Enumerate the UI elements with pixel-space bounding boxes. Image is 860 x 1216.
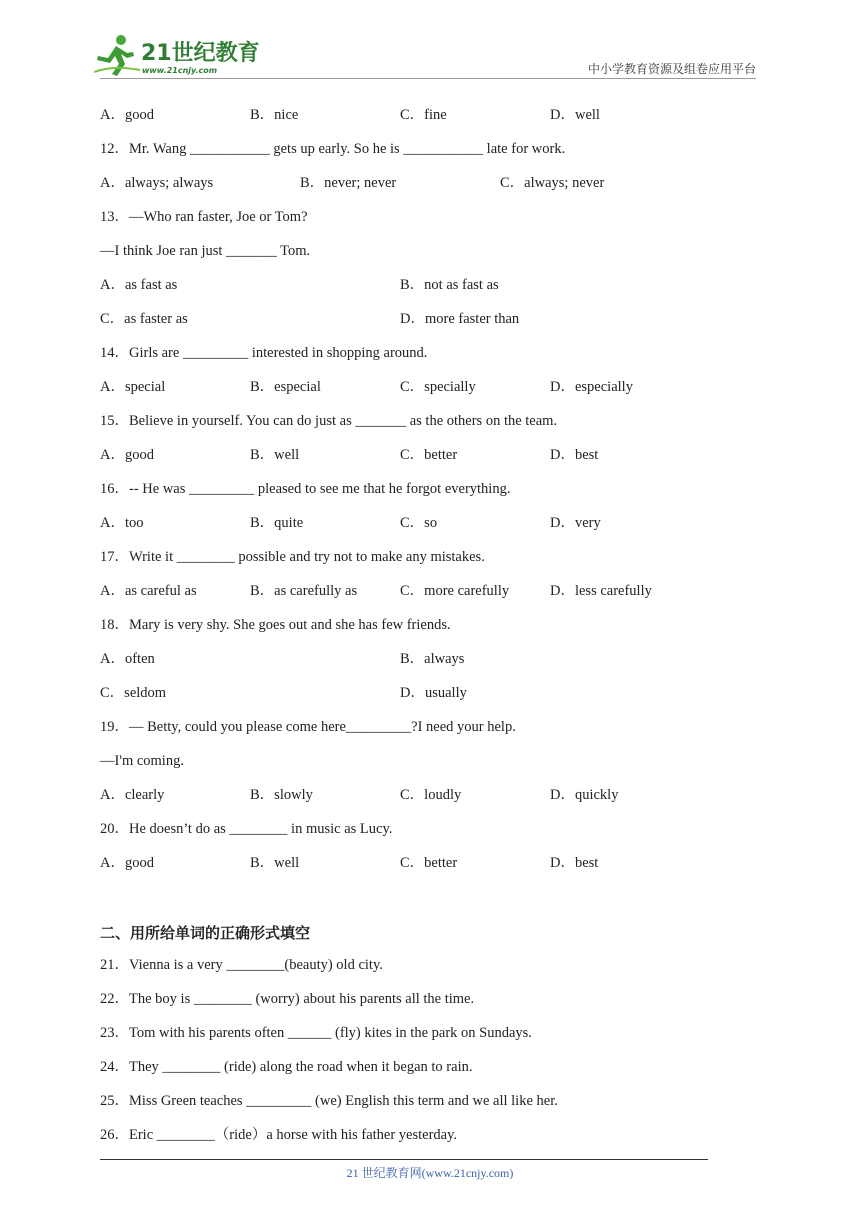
answer-option: A．often: [100, 651, 155, 667]
answer-option: C．so: [400, 515, 438, 531]
fill-blank-question: 23．Tom with his parents often ______ (fly) kites in the park on Sundays.: [100, 1025, 532, 1041]
answer-option: B．quite: [250, 515, 304, 531]
answer-option: D．best: [550, 447, 599, 463]
answer-option: A．good: [100, 447, 154, 463]
answer-option: A．good: [100, 855, 154, 871]
answer-option: B．especial: [250, 379, 321, 395]
question-text: 14．Girls are _________ interested in shopping around.: [100, 345, 428, 361]
question-content: [100, 98, 760, 1152]
answer-option: A．clearly: [100, 787, 165, 803]
answer-option: B．never; never: [300, 175, 397, 191]
question-text: 19．— Betty, could you please come here_________?I need your help.: [100, 719, 516, 735]
answer-option: C．more carefully: [400, 583, 510, 599]
answer-option: A．as fast as: [100, 277, 178, 293]
answer-option: A．as careful as: [100, 583, 197, 599]
header-divider: [100, 78, 756, 79]
answer-option: A．good: [100, 107, 154, 123]
site-logo: [94, 32, 264, 80]
question-text: 20．He doesn’t do as ________ in music as Lucy.: [100, 821, 393, 837]
answer-option: C．better: [400, 447, 458, 463]
question-text: 18．Mary is very shy. She goes out and she has few friends.: [100, 617, 451, 633]
answer-options: [100, 846, 760, 880]
answer-option: D．less carefully: [550, 583, 652, 599]
answer-option: B．not as fast as: [400, 277, 499, 293]
answer-option: D．quickly: [550, 787, 619, 803]
answer-option: B．well: [250, 447, 300, 463]
fill-blank-question: 24．They ________ (ride) along the road when it began to rain.: [100, 1059, 473, 1075]
question-text: 13．—Who ran faster, Joe or Tom?: [100, 209, 308, 225]
answer-option: D．very: [550, 515, 601, 531]
answer-option: D．more faster than: [400, 311, 520, 327]
footer-divider: [100, 1159, 708, 1160]
logo-url: www.21cnjy.com: [142, 66, 218, 75]
section-spacer: [100, 880, 760, 918]
answer-options: [100, 302, 760, 336]
answer-options: [100, 438, 760, 472]
question-text: —I think Joe ran just _______ Tom.: [100, 243, 311, 259]
fill-blank-question: 25．Miss Green teaches _________ (we) English this term and we all like her.: [100, 1093, 558, 1109]
answer-options: [100, 642, 760, 676]
answer-option: C．specially: [400, 379, 476, 395]
answer-option: C．always; never: [500, 175, 605, 191]
question-text: 12．Mr. Wang ___________ gets up early. So he is ___________ late for work.: [100, 141, 566, 157]
platform-tagline: 中小学教育资源及组卷应用平台: [587, 62, 756, 76]
fill-blank-question: 26．Eric ________（ride）a horse with his father yesterday.: [100, 1127, 458, 1143]
section-title: 二、用所给单词的正确形式填空: [100, 924, 311, 942]
question-text: 16．-- He was _________ pleased to see me that he forgot everything.: [100, 481, 511, 497]
runner-logo-icon: [94, 32, 264, 80]
answer-option: D．well: [550, 107, 600, 123]
fill-blank-question: 21．Vienna is a very ________(beauty) old city.: [100, 957, 383, 973]
page-header: [0, 0, 860, 80]
answer-option: B．slowly: [250, 787, 313, 803]
question-text: 15．Believe in yourself. You can do just as _______ as the others on the team.: [100, 413, 558, 429]
answer-option: C．loudly: [400, 787, 462, 803]
answer-options: [100, 166, 760, 200]
answer-option: C．as faster as: [100, 311, 188, 327]
answer-option: C．seldom: [100, 685, 167, 701]
answer-options: [100, 778, 760, 812]
answer-option: B．always: [400, 651, 465, 667]
logo-text: 21世纪教育: [141, 41, 260, 66]
answer-option: C．better: [400, 855, 458, 871]
answer-options: [100, 98, 760, 132]
question-text: —I'm coming.: [100, 753, 184, 769]
answer-options: [100, 268, 760, 302]
answer-option: D．usually: [400, 685, 467, 701]
answer-options: [100, 506, 760, 540]
answer-option: C．fine: [400, 107, 447, 123]
question-text: 17．Write it ________ possible and try not to make any mistakes.: [100, 549, 485, 565]
answer-option: B．nice: [250, 107, 299, 123]
answer-option: D．especially: [550, 379, 633, 395]
answer-option: A．always; always: [100, 175, 214, 191]
answer-option: B．well: [250, 855, 300, 871]
answer-options: [100, 574, 760, 608]
answer-option: B．as carefully as: [250, 583, 358, 599]
fill-blank-question: 22．The boy is ________ (worry) about his parents all the time.: [100, 991, 475, 1007]
answer-option: A．special: [100, 379, 166, 395]
answer-options: [100, 676, 760, 710]
answer-option: A．too: [100, 515, 144, 531]
answer-option: D．best: [550, 855, 599, 871]
answer-options: [100, 370, 760, 404]
page-footer: 21 世纪教育网(www.21cnjy.com): [346, 1166, 514, 1180]
